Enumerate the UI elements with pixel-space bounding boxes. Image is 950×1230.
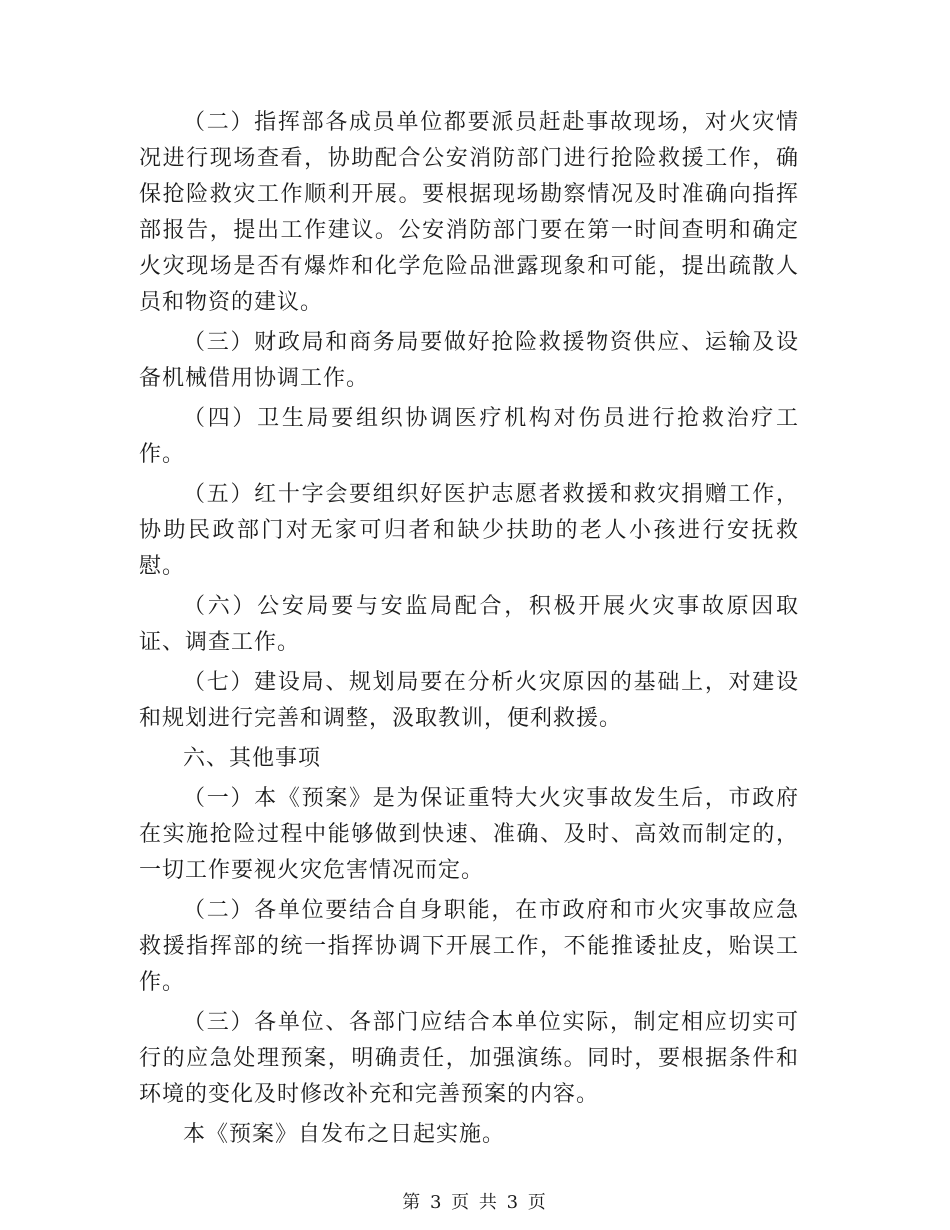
document-body — [139, 105, 799, 1153]
paragraph: （一）本《预案》是为保证重特大火灾事故发生后，市政府在实施抢险过程中能够做到快速、准确、及时、高效而制定的，一切工作要视火灾危害情况而定。 — [139, 786, 799, 883]
paragraph: （七）建设局、规划局要在分析火灾原因的基础上，对建设和规划进行完善和调整，汲取教训，便利救援。 — [139, 670, 799, 731]
paragraph: （二）各单位要结合自身职能，在市政府和市火灾事故应急救援指挥部的统一指挥协调下开展工作，不能推诿扯皮，贻误工作。 — [139, 898, 799, 995]
section-heading: 六、其他事项 — [183, 746, 322, 771]
paragraph: （三）财政局和商务局要做好抢险救援物资供应、运输及设备机械借用协调工作。 — [139, 330, 799, 391]
paragraph: （六）公安局要与安监局配合，积极开展火灾事故原因取证、调查工作。 — [139, 594, 799, 655]
paragraph: （三）各单位、各部门应结合本单位实际，制定相应切实可行的应急处理预案，明确责任，加强演练。同时，要根据条件和环境的变化及时修改补充和完善预案的内容。 — [139, 1010, 799, 1107]
page-number-footer: 第 3 页 共 3 页 — [402, 1192, 548, 1213]
paragraph: （二）指挥部各成员单位都要派员赶赴事故现场，对火灾情况进行现场查看，协助配合公安消防部门进行抢险救援工作，确保抢险救灾工作顺利开展。要根据现场勘察情况及时准确向指挥部报告，提出工作建议。公安消防部门要在第一时间查明和确定火灾现场是否有爆炸和化学危险品泄露现象和可能，提出疏散人员和物资的建议。 — [139, 110, 799, 315]
closing-paragraph: 本《预案》自发布之日起实施。 — [183, 1122, 506, 1147]
paragraph: （五）红十字会要组织好医护志愿者救援和救灾捐赠工作，协助民政部门对无家可归者和缺少扶助的老人小孩进行安抚救慰。 — [139, 482, 799, 579]
paragraph: （四）卫生局要组织协调医疗机构对伤员进行抢救治疗工作。 — [139, 406, 799, 467]
